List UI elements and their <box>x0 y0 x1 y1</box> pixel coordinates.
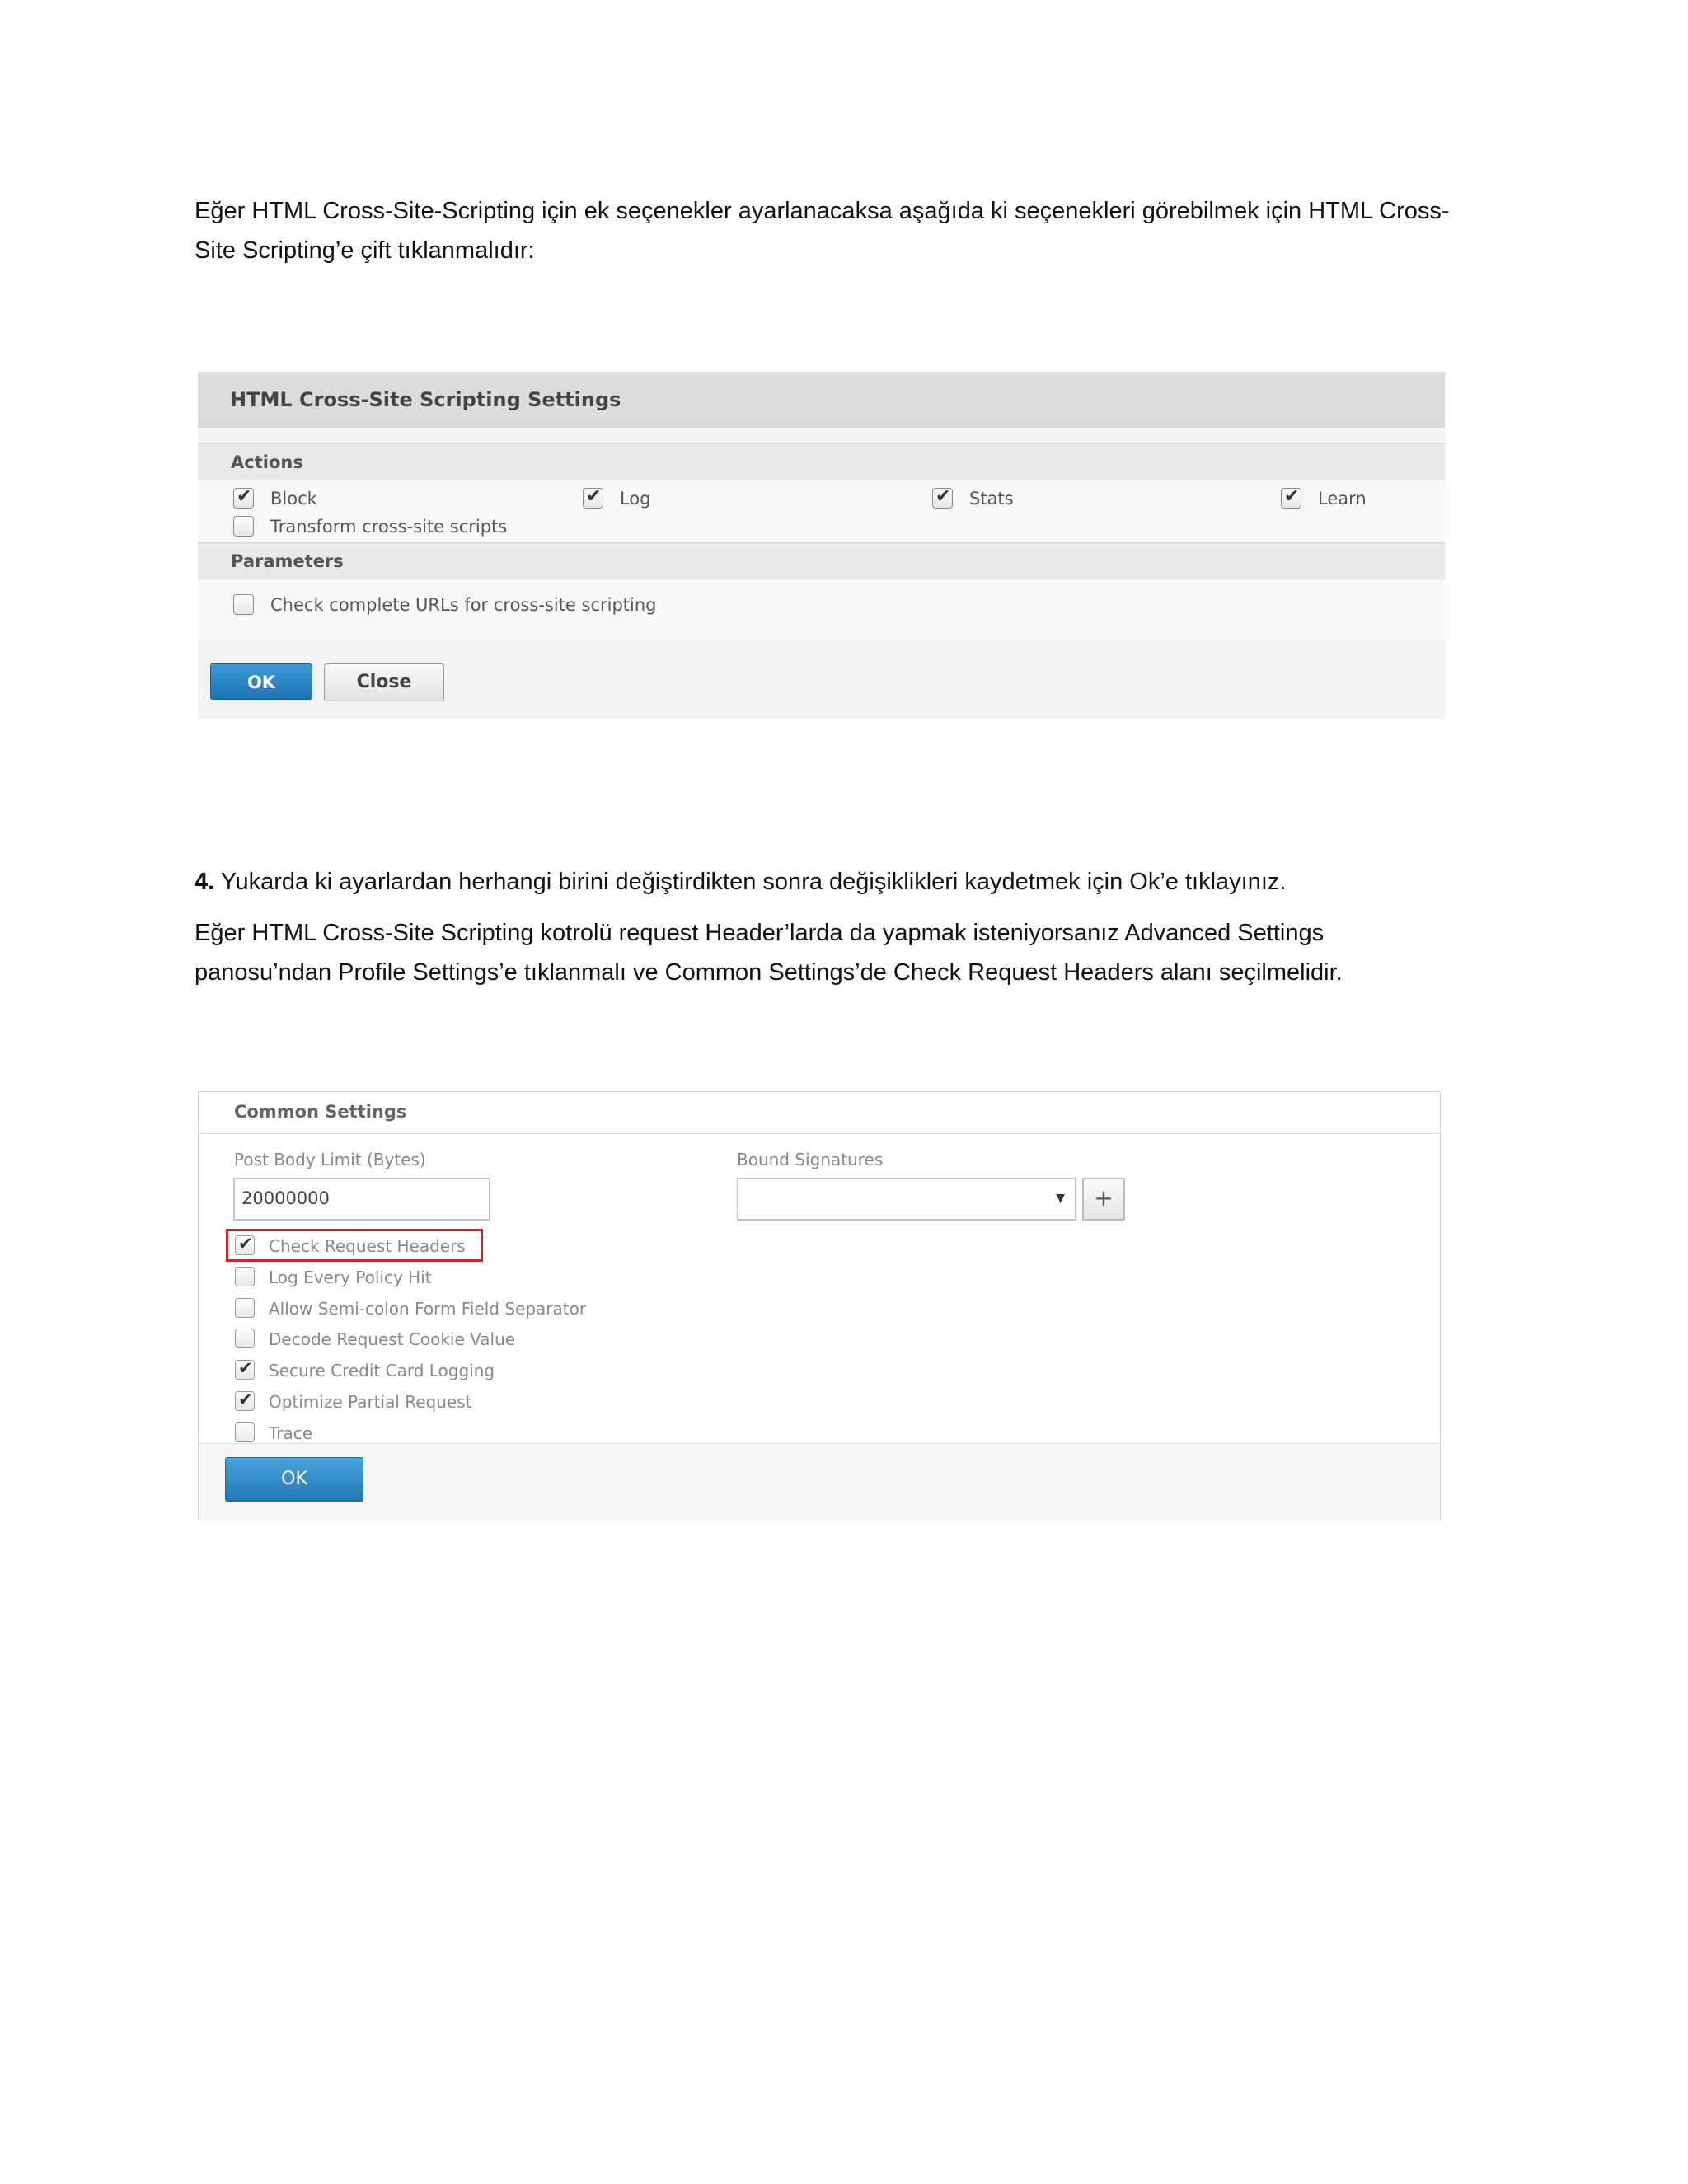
log-every-policy-hit-label: Log Every Policy Hit <box>269 1268 432 1287</box>
trace-checkbox[interactable] <box>235 1422 255 1442</box>
allow-semicolon-separator-label: Allow Semi-colon Form Field Separator <box>269 1299 587 1319</box>
post-body-limit-input[interactable]: 20000000 <box>233 1178 490 1221</box>
headers-line-2: panosu’ndan Profile Settings’e tıklanmalı ve Common Settings’de Check Request Headers alanı seçilmelidir. <box>195 959 1343 986</box>
bound-signatures-select[interactable] <box>737 1178 1076 1221</box>
actions-header-label: Actions <box>231 452 303 472</box>
learn-checkbox[interactable] <box>1281 488 1301 509</box>
step4-paragraph <box>195 862 1513 902</box>
secure-credit-card-logging-label: Secure Credit Card Logging <box>269 1361 495 1380</box>
stats-checkbox[interactable] <box>932 488 953 509</box>
dropdown-arrow-icon: ▼ <box>1056 1192 1065 1205</box>
log-label: Log <box>620 489 651 509</box>
actions-row <box>198 480 1445 542</box>
check-request-headers-label: Check Request Headers <box>269 1236 466 1256</box>
trace-label: Trace <box>269 1423 313 1443</box>
step4-text: Yukarda ki ayarlardan herhangi birini değiştirdikten sonra değişiklikleri kaydetmek için Ok’e tıklayınız. <box>214 869 1287 895</box>
log-checkbox[interactable] <box>583 488 603 509</box>
log-every-policy-hit-checkbox[interactable] <box>235 1267 255 1286</box>
add-signature-button[interactable]: + <box>1082 1178 1125 1221</box>
panel-footer <box>199 1443 1440 1520</box>
headers-line-1: Eğer HTML Cross-Site Scripting kotrolü request Header’larda da yapmak isteniyorsanız Advanced Settings <box>195 920 1325 946</box>
common-ok-button[interactable]: OK <box>225 1457 363 1502</box>
xss-settings-dialog <box>198 372 1445 719</box>
check-complete-urls-label: Check complete URLs for cross-site scripting <box>270 595 657 615</box>
common-settings-header <box>199 1092 1440 1134</box>
actions-section-header <box>198 443 1445 481</box>
dialog-header <box>198 372 1445 428</box>
block-checkbox[interactable] <box>233 488 254 509</box>
check-complete-urls-checkbox[interactable] <box>233 594 254 615</box>
parameters-section-header <box>198 542 1445 580</box>
decode-request-cookie-checkbox[interactable] <box>235 1329 255 1348</box>
intro-line-1: Eğer HTML Cross-Site-Scripting için ek seçenekler ayarlanacaksa aşağıda ki seçenekleri görebilmek için HTML Cross- <box>195 198 1450 224</box>
ok-button[interactable]: OK <box>210 663 312 700</box>
learn-label: Learn <box>1318 489 1367 509</box>
optimize-partial-request-checkbox[interactable] <box>235 1391 255 1411</box>
close-button[interactable]: Close <box>324 663 444 701</box>
intro-line-2: Site Scripting’e çift tıklanmalıdır: <box>195 237 535 264</box>
transform-scripts-label: Transform cross-site scripts <box>270 517 508 537</box>
block-label: Block <box>270 489 317 509</box>
common-settings-panel <box>198 1091 1441 1520</box>
parameters-row <box>198 579 1445 639</box>
headers-paragraph <box>195 913 1513 992</box>
check-request-headers-checkbox[interactable] <box>235 1235 255 1255</box>
decode-request-cookie-label: Decode Request Cookie Value <box>269 1329 516 1349</box>
post-body-limit-label: Post Body Limit (Bytes) <box>234 1150 426 1169</box>
transform-scripts-checkbox[interactable] <box>233 516 254 537</box>
allow-semicolon-separator-checkbox[interactable] <box>235 1298 255 1318</box>
stats-label: Stats <box>969 489 1014 509</box>
secure-credit-card-logging-checkbox[interactable] <box>235 1360 255 1380</box>
dialog-title: HTML Cross-Site Scripting Settings <box>230 388 621 411</box>
intro-paragraph <box>195 191 1513 270</box>
step-number: 4. <box>195 869 215 895</box>
parameters-header-label: Parameters <box>231 551 344 571</box>
common-settings-title: Common Settings <box>234 1102 407 1122</box>
optimize-partial-request-label: Optimize Partial Request <box>269 1392 472 1412</box>
bound-signatures-label: Bound Signatures <box>737 1150 884 1169</box>
